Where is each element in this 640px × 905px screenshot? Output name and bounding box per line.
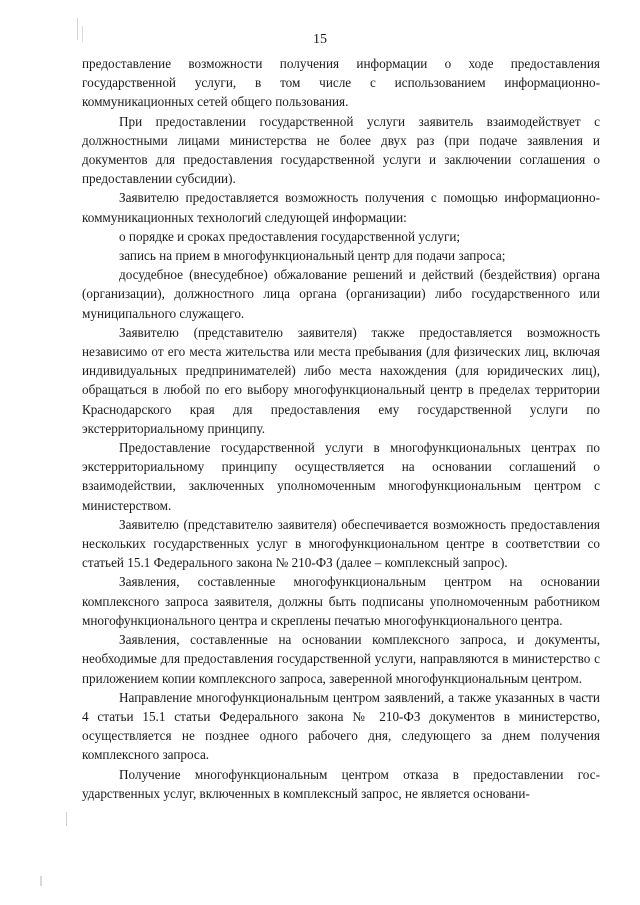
paragraph: Получение многофункциональным центром отказа в предоставлении государственных услуг, включенных в комплексный запрос, не является основани- xyxy=(82,766,600,801)
paragraph: запись на прием в многофункциональный центр для подачи запроса; xyxy=(119,248,506,264)
paragraph: досудебное (внесудебное) обжалование решений и действий (бездействия) органа (организации), должностного лица органа (организации) либо государственного или муниципального служащего. xyxy=(82,267,600,321)
paragraph: о порядке и сроках предоставления государственной услуги; xyxy=(119,228,461,244)
paragraph: Заявителю (представителю заявителя) обеспечивается возможность предоставления нескольких государственных услуг в многофункциональном центре в соответствии со статьей 15.1 Федерального закона № 210-ФЗ (далее – комплексный запрос). xyxy=(82,516,600,571)
paragraph: При предоставлении государственной услуги заявитель взаимодействует с должностными лицами министерства не более двух раз (при подаче заявления и документов для предоставления государственной услуги и заключении соглашения о предоставлении субсидии). xyxy=(82,113,600,187)
page-number: 15 xyxy=(313,32,327,47)
document-body xyxy=(82,54,600,803)
scan-artifact xyxy=(66,812,67,826)
paragraph: Предоставление государственной услуги в многофункциональных центрах по экстерриториальному принципу осуществляется на основании соглашений о взаимодействии, заключенных уполномоченным многофункциональным центром с министерством. xyxy=(82,440,600,513)
scan-artifact xyxy=(40,876,42,886)
paragraph: предоставление возможности получения информации о ходе предоставления государственной услуги, в том числе с использованием информационно-коммуникационных сетей общего пользования. xyxy=(82,56,600,110)
paragraph: Заявления, составленные на основании комплексного запроса, и документы, необходимые для предоставления государственной услуги, направляются в министерство с приложением копии комплексного запроса, заверенной многофункциональным центром. xyxy=(82,632,600,686)
paragraph: Заявителю (представителю заявителя) также предоставляется возможность независимо от его места жительства или места пребывания (для физических лиц, включая индивидуальных предпринимателей) либо места нахождения (для юридических лиц), обращаться в любой по его выбору многофункциональный центр в пределах территории Краснодарского края для предоставления ему государственной услуги по экстерриториальному принципу. xyxy=(82,324,600,436)
paragraph: Заявителю предоставляется возможность получения с помощью информационно-коммуникационных технологий следующей информации: xyxy=(82,190,600,225)
paragraph: Заявления, составленные многофункциональным центром на основании комплексного запроса заявителя, должны быть подписаны уполномоченным работником многофункционального центра и скреплены печатью многофункционального центра. xyxy=(82,574,600,628)
paragraph: Направление многофункциональным центром заявлений, а также указанных в части 4 статьи 15.1 статьи Федерального закона № 210-ФЗ документов в министерство, осуществляется не позднее одного рабочего дня, следующего за днем получения комплексного запроса. xyxy=(82,689,600,763)
